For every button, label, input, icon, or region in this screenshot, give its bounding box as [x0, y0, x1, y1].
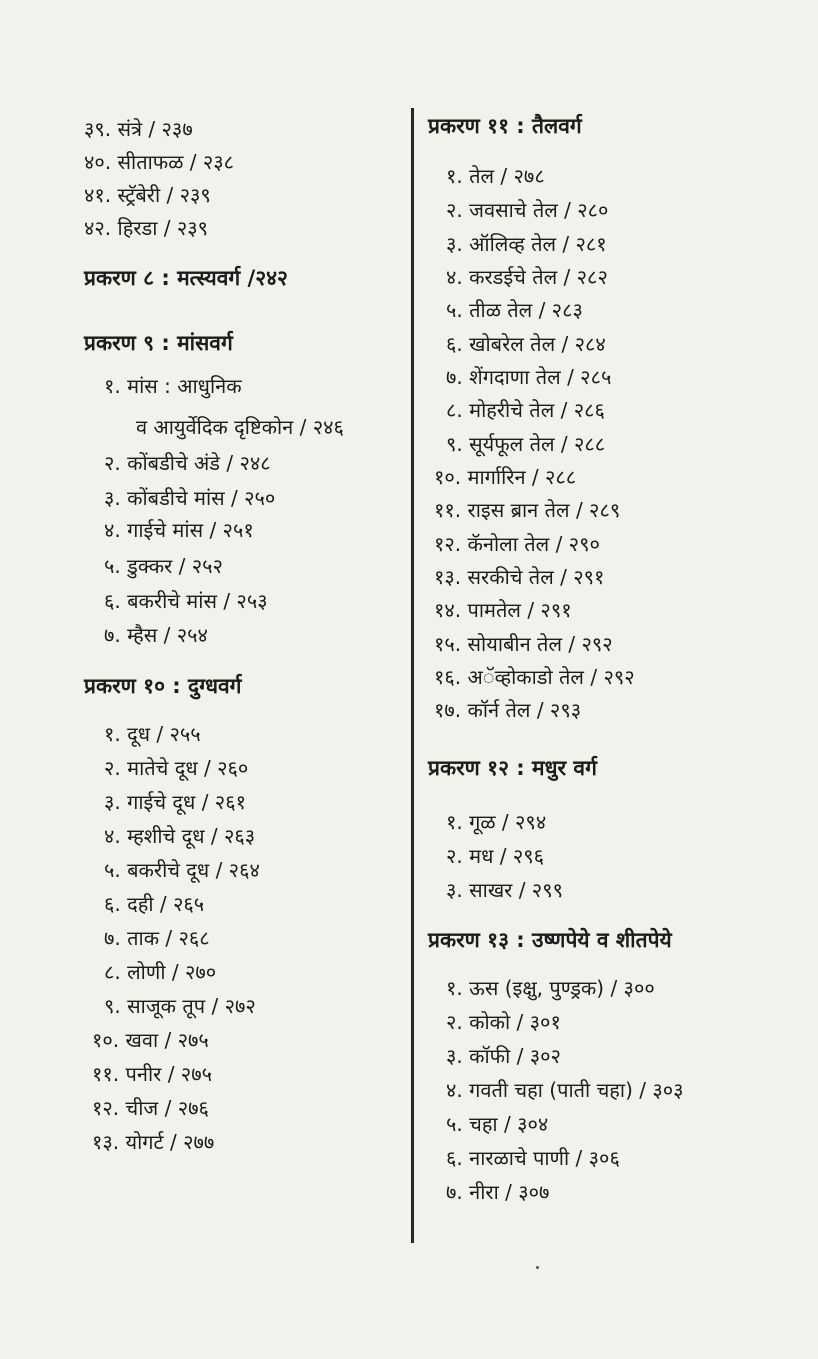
- list-item: ७. म्हैस / २५४: [104, 623, 208, 647]
- list-item: ६. बकरीचे मांस / २५३: [104, 589, 268, 613]
- list-item: १. तेल / २७८: [446, 164, 545, 188]
- list-item: व आयुर्वेदिक दृष्टिकोन / २४६: [136, 415, 344, 439]
- list-item: १२. कॅनोला तेल / २९०: [434, 532, 600, 556]
- list-item: १. दूध / २५५: [104, 722, 201, 746]
- list-item: १६. अॅव्होकाडो तेल / २९२: [434, 665, 635, 689]
- list-item: ३. ऑलिव्ह तेल / २८१: [446, 232, 607, 256]
- list-item: ३. साखर / २९९: [446, 878, 564, 902]
- list-item: ४२. हिरडा / २३९: [84, 216, 209, 240]
- list-item: १३. योगर्ट / २७७: [92, 1130, 215, 1154]
- list-item: ७. ताक / २६८: [104, 926, 210, 950]
- list-item: २. कोंबडीचे अंडे / २४८: [104, 451, 271, 475]
- chapter-heading: प्रकरण ९ : मांसवर्ग: [84, 331, 233, 355]
- list-item: ७. शेंगदाणा तेल / २८५: [446, 365, 612, 389]
- list-item: ३. गाईचे दूध / २६१: [104, 790, 247, 814]
- column-divider: [411, 108, 414, 1243]
- list-item: ३९. संत्रे / २३७: [84, 117, 193, 141]
- list-item: ६. नारळाचे पाणी / ३०६: [446, 1146, 620, 1170]
- list-item: ३. कोंबडीचे मांस / २५०: [104, 486, 276, 510]
- list-item: ४. गाईचे मांस / २५१: [104, 518, 254, 542]
- list-item: ११. राइस ब्रान तेल / २८९: [434, 498, 621, 522]
- list-item: ९. सूर्यफूल तेल / २८८: [446, 432, 606, 456]
- list-item: ९. साजूक तूप / २७२: [104, 994, 256, 1018]
- list-item: १३. सरकीचे तेल / २९१: [434, 565, 605, 589]
- list-item: ६. खोबरेल तेल / २८४: [446, 332, 606, 356]
- list-item: २. कोको / ३०१: [446, 1010, 561, 1034]
- list-item: ८. मोहरीचे तेल / २८६: [446, 398, 605, 422]
- list-item: ५. चहा / ३०४: [446, 1112, 549, 1136]
- list-item: ४. म्हशीचे दूध / २६३: [104, 824, 256, 848]
- list-item: ७. नीरा / ३०७: [446, 1180, 550, 1204]
- chapter-heading: प्रकरण ११ : तैलवर्ग: [428, 114, 582, 138]
- page-speck: [536, 1266, 539, 1269]
- list-item: ५. तीळ तेल / २८३: [446, 298, 583, 322]
- chapter-heading: प्रकरण १३ : उष्णपेये व शीतपेये: [428, 928, 672, 952]
- list-item: ४. गवती चहा (पाती चहा) / ३०३: [446, 1078, 684, 1102]
- list-item: ४१. स्ट्रॅबेरी / २३९: [84, 183, 211, 207]
- list-item: २. जवसाचे तेल / २८०: [446, 198, 609, 222]
- list-item: २. मातेचे दूध / २६०: [104, 756, 249, 780]
- list-item: १५. सोयाबीन तेल / २९२: [434, 632, 613, 656]
- list-item: १०. खवा / २७५: [92, 1028, 209, 1052]
- list-item: १. मांस : आधुनिक: [104, 374, 242, 398]
- list-item: ८. लोणी / २७०: [104, 960, 217, 984]
- list-item: १०. मार्गारिन / २८८: [434, 465, 577, 489]
- list-item: ५. डुक्कर / २५२: [104, 554, 223, 578]
- chapter-heading: प्रकरण १० : दुग्धवर्ग: [84, 674, 242, 698]
- list-item: ६. दही / २६५: [104, 892, 205, 916]
- list-item: १. गूळ / २९४: [446, 810, 547, 834]
- list-item: ३. कॉफी / ३०२: [446, 1044, 561, 1068]
- list-item: १. ऊस (इक्षु, पुण्ड्रक) / ३००: [446, 976, 655, 1000]
- list-item: १२. चीज / २७६: [92, 1096, 209, 1120]
- list-item: २. मध / २९६: [446, 844, 545, 868]
- list-item: ४०. सीताफळ / २३८: [84, 150, 235, 174]
- chapter-heading: प्रकरण ८ : मत्स्यवर्ग /२४२: [84, 266, 288, 290]
- list-item: ५. बकरीचे दूध / २६४: [104, 858, 260, 882]
- list-item: ११. पनीर / २७५: [92, 1062, 212, 1086]
- list-item: १७. कॉर्न तेल / २९३: [434, 698, 582, 722]
- list-item: ४. करडईचे तेल / २८२: [446, 265, 608, 289]
- chapter-heading: प्रकरण १२ : मधुर वर्ग: [428, 756, 597, 780]
- list-item: १४. पामतेल / २९१: [434, 598, 572, 622]
